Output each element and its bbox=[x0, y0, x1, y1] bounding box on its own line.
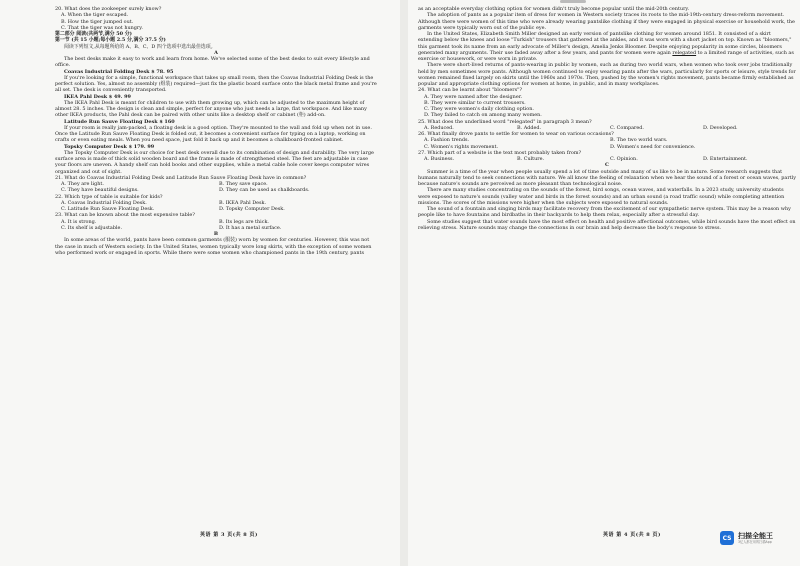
page-3-footer: 英语 第 3 页(共 8 页) bbox=[200, 532, 258, 538]
q23-options bbox=[55, 219, 377, 232]
passage-a-label: A bbox=[214, 49, 218, 56]
page-4-footer: 英语 第 4 页(共 8 页) bbox=[603, 532, 661, 538]
q24-option-a: A. They were named after the designer. bbox=[424, 93, 523, 100]
q26-option-a: A. Fashion trends. bbox=[424, 137, 470, 144]
underlined-word: relegated bbox=[672, 49, 697, 56]
passage-b-label: B bbox=[213, 231, 219, 237]
q24-option-d: D. They failed to catch on among many women. bbox=[424, 112, 542, 119]
q24-option-b: B. They were similar to current trousers. bbox=[424, 99, 526, 106]
q27-option-b: B. Culture. bbox=[517, 156, 545, 162]
q23-option-b: B. Its legs are thick. bbox=[219, 218, 269, 225]
q25-option-d: D. Developed. bbox=[703, 124, 738, 131]
instructions: 阅读下列短文,从每题所给的 A、B、C、D 四个选项中选出最佳选项。 bbox=[64, 43, 216, 50]
q26-option-c: C. Women's rights movement. bbox=[424, 143, 499, 150]
camscanner-logo-icon: CS bbox=[720, 531, 734, 545]
page-3-column bbox=[55, 6, 377, 256]
passage-c-paragraph-2: There are many studies concentrating on the sounds of the forest, bird songs, ocean waves, and waterfalls. In a 2023 study, university students were exposed to nature's sounds (valley water and birds in the forest sounds) and an urban sound (a road traffic sound) while completing attention missions. The scores of the missions were higher when the subjects were exposed to natural sounds. bbox=[418, 187, 785, 206]
q22-option-c: C. Latitude Run Sauve Floating Desk. bbox=[61, 206, 155, 212]
paragraph-3-start: In the United States, Elizabeth Smith Miller designed an early version of pantslike clothing for women around 1851. It consisted of a skirt extending below the knees and loose "Turkish" trousers that gathered at the ankles, and it was worn with a short jacket on top. Known as "bloomers," this garment took its name from an early advocate of Miller's design, Amelia Jenks Bloomer. Despite enjoying popularity in some circles, bloomers generated many arguments. Their use faded away after a few years, and pants for women were again bbox=[418, 31, 792, 56]
section-1-heading: 第一节 (共 15 小题;每小题 2.5 分,满分 37.5 分) bbox=[55, 37, 166, 44]
question-22: 22. Which type of table is suitable for kids? bbox=[55, 193, 163, 200]
q21-option-d: D. They can be used as chalkboards. bbox=[219, 187, 310, 194]
q27-option-c: C. Opinion. bbox=[610, 156, 638, 162]
q22-option-a: A. Coavas Industrial Folding Desk. bbox=[61, 199, 147, 206]
passage-b-text: In some areas of the world, pants have been common garments (服装) worn by women for centuries. However, this was not the case in much of Western society. In the United States, women typically wore long skirts, with the exception of some women who performed work or engaged in sports. While there were some women who championed pants in the 19th century, pants bbox=[55, 237, 372, 256]
question-20: 20. What does the zookeeper surely know? bbox=[55, 6, 162, 12]
desk-3-title: Latitude Run Sauve Floating Desk $ 160 bbox=[64, 118, 175, 125]
q24-option-c: C. They were women's daily clothing option. bbox=[424, 106, 534, 112]
q23-option-c: C. Its shelf is adjustable. bbox=[61, 224, 122, 231]
q23-option-d: D. It has a metal surface. bbox=[219, 224, 282, 231]
paragraph-3-end: to a limited range of activities, such as exercise or housework, or were worn in private. bbox=[418, 49, 794, 62]
watermark-title: 扫描全能王 bbox=[738, 532, 773, 540]
q25-option-a: A. Reduced. bbox=[424, 124, 454, 131]
passage-c-label: C bbox=[605, 162, 609, 169]
question-24: 24. What can be learnt about "bloomers"? bbox=[418, 87, 523, 94]
question-27: 27. Which part of a website is the text most probably taken from? bbox=[418, 149, 582, 156]
question-21: 21. What do Coavas Industrial Folding Desk and Latitude Run Sauve Floating Desk have in common? bbox=[55, 174, 307, 181]
part-2-heading: 第二部分 阅读(共两节,满分 50 分) bbox=[55, 31, 132, 37]
q22-options bbox=[55, 200, 377, 213]
q21-option-c: C. They have beautiful designs. bbox=[61, 187, 139, 194]
passage-c-paragraph-1: Summer is a time of the year when people usually spend a lot of time outside and many of us like to be in nature. Some research suggests that humans naturally tend to seek connections with nature. We all know the feeling of relaxation when we hear the sound of a forest or ocean waves, partly because nature's sounds are perceived as more pleasant than technological noise. bbox=[418, 168, 796, 187]
desk-1-title: Coavas Industrial Folding Desk $ 78. 95 bbox=[64, 68, 174, 75]
q26-option-b: B. The two world wars. bbox=[610, 137, 668, 144]
scanner-watermark bbox=[720, 531, 773, 545]
passage-c-paragraph-4: Some studies suggest that water sounds have the most effect on health and positive affectional outcomes, while bird sounds have the most effect on relieving stress. Nature sounds may change the connections in our brain and help decrease the body's response to stress. bbox=[418, 218, 796, 231]
passage-b-paragraph-3 bbox=[418, 31, 796, 62]
question-26: 26. What finally drove pants to settle for women to wear on various occasions? bbox=[418, 131, 614, 137]
q25-option-c: C. Compared. bbox=[610, 124, 644, 131]
question-23: 23. What can be known about the most expensive table? bbox=[55, 212, 195, 219]
page-4-column bbox=[418, 6, 796, 231]
q27-option-d: D. Entertainment. bbox=[703, 156, 748, 162]
q27-option-a: A. Business. bbox=[424, 156, 455, 162]
desk-1-text: If you're looking for a simple, functional workspace that takes up small room, then the Coavas Industrial Folding Desk is the perfect solution. Yes, almost no assembly (组装) required—just fix the plastic board surface onto the black metal frame and you're all set. The desk is conveniently transported. bbox=[55, 74, 377, 94]
q26-option-d: D. Women's need for convenience. bbox=[610, 143, 696, 150]
q20-option-a: A. When the tiger escaped. bbox=[61, 12, 129, 19]
page-4 bbox=[408, 0, 800, 566]
watermark-text bbox=[738, 532, 773, 544]
desk-2-text: The IKEA Pahl Desk is meant for children to use with them growing up, which can be adjusted to the maximum height of almost 28. 5 inches. The design is clean and simple, perfect for anyone who just needs a large, flat workspace. And like many other IKEA products, the Pahl desk can be paired with other units like a desktop shelf or cabinet (柜) add-on. bbox=[55, 99, 367, 119]
q21-option-a: A. They are light. bbox=[61, 181, 104, 187]
desk-4-text: The Topsky Computer Desk is our choice for best desk overall due to its combination of design and durability. The very large surface area is made of thick solid wooden board and the frame is made of strengthened steel. The feet are adjustable in case your floors are uneven. A handy shelf can hold books and other supplies, while a metal cable hole cover keeps computer wires organized and out of sight. bbox=[55, 149, 374, 175]
question-25: 25. What does the underlined word "relegated" in paragraph 3 mean? bbox=[418, 118, 592, 125]
passage-b-paragraph-2: The adoption of pants as a popular item of dress for women in Western society traces its roots to the mid-19th-century dress-reform movement. Although there were women of this time who were already wearing pantslike clothing if they were engaged in physical exercise or household work, the garments were typically worn out of the public eye. bbox=[418, 12, 795, 31]
q22-option-b: B. IKEA Pahl Desk. bbox=[219, 199, 267, 206]
q26-options bbox=[418, 137, 796, 150]
passage-a-intro: The best desks make it easy to work and learn from home. We've selected some of the best desks to suit every lifestyle and office. bbox=[55, 56, 370, 69]
q20-option-b: B. How the tiger jumped out. bbox=[61, 18, 134, 25]
passage-c-paragraph-3: The sound of a fountain and singing birds may facilitate recovery from the excitement of our sympathetic nerve system. This may be a reason why people like to have fountains and birdbaths in their backyards to help them relax, especially after a stressful day. bbox=[418, 206, 791, 219]
q22-option-d: D. Topsky Computer Desk. bbox=[219, 206, 285, 212]
q20-option-c: C. That the tiger was not hungry. bbox=[61, 24, 143, 31]
desk-3-text: If your room is really jam-packed, a floating desk is a good option. They're mounted to the wall and fold up when not in use. Once the Latitude Run Sauve Floating Desk is folded out, it becomes a convenient surface for typing on a laptop, working on crafts or even eating meals. When you need space, just fold it back up and it becomes a chalkboard-fronted cabinet. bbox=[55, 124, 372, 144]
q21-option-b: B. They save space. bbox=[219, 181, 268, 187]
q23-option-a: A. It is strong. bbox=[61, 218, 97, 225]
passage-b-continued: as an acceptable everyday clothing option for women didn't truly become popular until the mid-20th century. bbox=[418, 6, 690, 12]
passage-b-paragraph-4: There were short-lived returns of pants-wearing in public by women, such as during two world wars, when women who took over jobs traditionally held by men sometimes wore pants. Although women continued to enjoy wearing pants after the wars, particularly for sports or leisure, style trends for women remained fixed largely on skirts until the 1960s and 1970s. Then, pushed by the women's rights movement, pants became firmly established as popular and appropriate clothing options for women at home, in public, and in many workplaces. bbox=[418, 62, 796, 87]
q21-options bbox=[55, 181, 377, 194]
q25-option-b: B. Added. bbox=[517, 124, 542, 131]
watermark-subtitle: 3亿人都在用的扫描App bbox=[738, 540, 772, 544]
desk-2-title: IKEA Pahl Desk $ 49. 99 bbox=[64, 93, 131, 100]
page-gutter bbox=[400, 0, 408, 566]
desk-4-title: Topsky Computer Desk $ 179. 99 bbox=[64, 143, 155, 150]
